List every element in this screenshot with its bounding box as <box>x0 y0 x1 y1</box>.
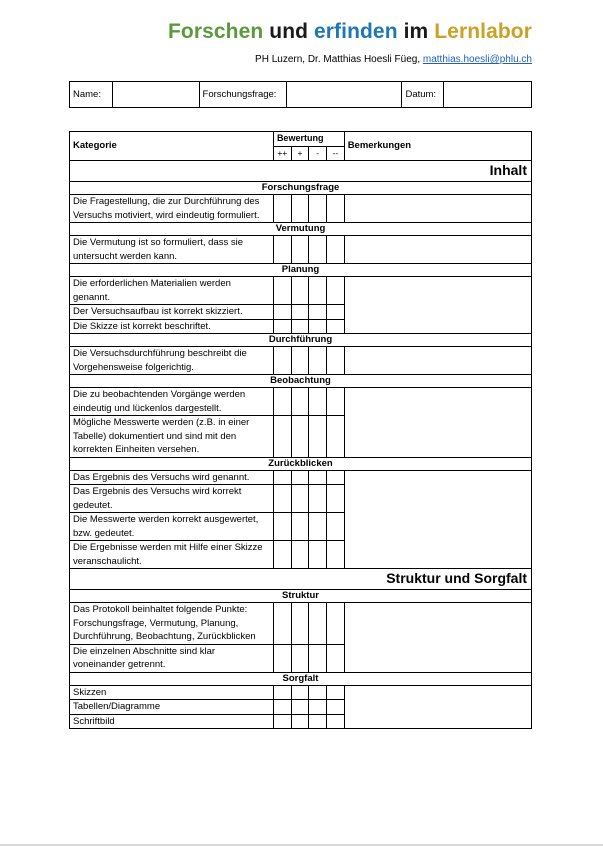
rating-cell[interactable] <box>291 236 309 264</box>
evaluation-table <box>69 131 532 729</box>
category-header: Kategorie <box>70 132 274 161</box>
rating-cell[interactable] <box>273 236 291 264</box>
rating-cell[interactable] <box>327 541 345 569</box>
rating-cell[interactable] <box>309 644 327 672</box>
criterion-text: Das Ergebnis des Versuchs wird korrekt gedeutet. <box>70 485 274 513</box>
remarks-cell[interactable] <box>344 470 531 569</box>
rating-cell[interactable] <box>327 347 345 375</box>
info-table <box>69 81 532 108</box>
criterion-text: Die erforderlichen Materialien werden genannt. <box>70 277 274 305</box>
group-title: Forschungsfrage <box>70 182 532 195</box>
criterion-row <box>70 470 532 485</box>
author-text: PH Luzern, Dr. Matthias Hoesli Füeg, <box>255 54 421 65</box>
rating-symbol: ++ <box>273 146 291 161</box>
rating-cell[interactable] <box>273 685 291 700</box>
criterion-text: Die zu beobachtenden Vorgänge werden eindeutig und lückenlos dargestellt. <box>70 388 274 416</box>
rating-cell[interactable] <box>309 485 327 513</box>
rating-cell[interactable] <box>273 603 291 645</box>
date-field[interactable] <box>444 82 532 108</box>
rating-cell[interactable] <box>327 388 345 416</box>
rating-cell[interactable] <box>309 541 327 569</box>
rating-cell[interactable] <box>327 485 345 513</box>
rating-cell[interactable] <box>291 416 309 458</box>
group-title: Planung <box>70 264 532 277</box>
remarks-cell[interactable] <box>344 236 531 264</box>
rating-cell[interactable] <box>273 277 291 305</box>
group-title: Durchführung <box>70 334 532 347</box>
rating-cell[interactable] <box>327 416 345 458</box>
rating-cell[interactable] <box>309 319 327 334</box>
rating-cell[interactable] <box>309 714 327 729</box>
rating-cell[interactable] <box>309 513 327 541</box>
rating-cell[interactable] <box>327 644 345 672</box>
title-word: Lernlabor <box>434 20 532 43</box>
criterion-text: Skizzen <box>70 685 274 700</box>
rating-cell[interactable] <box>273 470 291 485</box>
rating-cell[interactable] <box>291 277 309 305</box>
criterion-text: Die Skizze ist korrekt beschriftet. <box>70 319 274 334</box>
group-title: Zurückblicken <box>70 457 532 470</box>
rating-cell[interactable] <box>309 305 327 320</box>
rating-symbol: -- <box>327 146 345 161</box>
criterion-text: Mögliche Messwerte werden (z.B. in einer Tabelle) dokumentiert und sind mit den korrekten Einheiten versehen. <box>70 416 274 458</box>
rating-cell[interactable] <box>291 700 309 715</box>
rating-cell[interactable] <box>273 700 291 715</box>
criterion-text: Der Versuchsaufbau ist korrekt skizziert. <box>70 305 274 320</box>
rating-cell[interactable] <box>291 195 309 223</box>
question-field[interactable] <box>287 82 402 108</box>
remarks-header: Bemerkungen <box>344 132 531 161</box>
group-title: Struktur <box>70 590 532 603</box>
rating-cell[interactable] <box>309 416 327 458</box>
criterion-row <box>70 603 532 645</box>
rating-cell[interactable] <box>273 195 291 223</box>
rating-symbol: - <box>309 146 327 161</box>
rating-cell[interactable] <box>273 319 291 334</box>
title-word: im <box>403 20 429 43</box>
rating-cell[interactable] <box>309 700 327 715</box>
group-title: Sorgfalt <box>70 672 532 685</box>
criterion-row <box>70 388 532 416</box>
remarks-cell[interactable] <box>344 277 531 334</box>
criterion-row <box>70 236 532 264</box>
rating-cell[interactable] <box>291 485 309 513</box>
section-title: Inhalt <box>70 161 532 182</box>
rating-cell[interactable] <box>291 513 309 541</box>
rating-cell[interactable] <box>291 347 309 375</box>
remarks-cell[interactable] <box>344 603 531 673</box>
criterion-row <box>70 277 532 305</box>
rating-cell[interactable] <box>309 277 327 305</box>
rating-cell[interactable] <box>309 195 327 223</box>
author-line <box>255 54 532 65</box>
criterion-text: Die Ergebnisse werden mit Hilfe einer Skizze veranschaulicht. <box>70 541 274 569</box>
rating-cell[interactable] <box>327 513 345 541</box>
rating-cell[interactable] <box>291 644 309 672</box>
rating-cell[interactable] <box>327 714 345 729</box>
rating-cell[interactable] <box>273 644 291 672</box>
rating-cell[interactable] <box>291 319 309 334</box>
rating-header: Bewertung <box>273 132 344 147</box>
rating-cell[interactable] <box>309 603 327 645</box>
email-link[interactable]: matthias.hoesli@phlu.ch <box>422 54 532 65</box>
title-word: erfinden <box>314 20 398 43</box>
rating-cell[interactable] <box>327 236 345 264</box>
criterion-text: Das Protokoll beinhaltet folgende Punkte: Forschungsfrage, Vermutung, Planung, Durchführung, Beobachtung, Zurückblicken <box>70 603 274 645</box>
criterion-row <box>70 347 532 375</box>
remarks-cell[interactable] <box>344 347 531 375</box>
rating-cell[interactable] <box>273 714 291 729</box>
criterion-text: Schriftbild <box>70 714 274 729</box>
rating-cell[interactable] <box>327 319 345 334</box>
rating-cell[interactable] <box>309 388 327 416</box>
rating-cell[interactable] <box>327 685 345 700</box>
page-title <box>168 20 532 44</box>
criterion-text: Die Messwerte werden korrekt ausgewertet, bzw. gedeutet. <box>70 513 274 541</box>
criterion-row <box>70 195 532 223</box>
rating-cell[interactable] <box>291 714 309 729</box>
title-word: und <box>269 20 309 43</box>
criterion-row <box>70 685 532 700</box>
group-title: Vermutung <box>70 223 532 236</box>
remarks-cell[interactable] <box>344 195 531 223</box>
rating-cell[interactable] <box>291 603 309 645</box>
rating-cell[interactable] <box>327 700 345 715</box>
criterion-text: Die Vermutung ist so formuliert, dass sie untersucht werden kann. <box>70 236 274 264</box>
question-label: Forschungsfrage: <box>199 82 287 108</box>
rating-cell[interactable] <box>327 305 345 320</box>
remarks-cell[interactable] <box>344 388 531 458</box>
rating-cell[interactable] <box>273 541 291 569</box>
rating-cell[interactable] <box>309 685 327 700</box>
criterion-text: Die einzelnen Abschnitte sind klar voneinander getrennt. <box>70 644 274 672</box>
rating-cell[interactable] <box>291 388 309 416</box>
rating-cell[interactable] <box>291 541 309 569</box>
criterion-text: Das Ergebnis des Versuchs wird genannt. <box>70 470 274 485</box>
name-field[interactable] <box>112 82 199 108</box>
rating-cell[interactable] <box>291 685 309 700</box>
rating-cell[interactable] <box>327 603 345 645</box>
criterion-text: Die Versuchsdurchführung beschreibt die Vorgehensweise folgerichtig. <box>70 347 274 375</box>
rating-cell[interactable] <box>291 470 309 485</box>
rating-cell[interactable] <box>327 470 345 485</box>
title-word: Forschen <box>168 20 264 43</box>
rating-cell[interactable] <box>273 485 291 513</box>
rating-cell[interactable] <box>273 388 291 416</box>
name-label: Name: <box>70 82 113 108</box>
date-label: Datum: <box>402 82 444 108</box>
rating-cell[interactable] <box>273 305 291 320</box>
rating-cell[interactable] <box>273 513 291 541</box>
rating-cell[interactable] <box>309 347 327 375</box>
rating-cell[interactable] <box>291 305 309 320</box>
rating-symbol: + <box>291 146 309 161</box>
rating-cell[interactable] <box>273 347 291 375</box>
rating-cell[interactable] <box>309 236 327 264</box>
rating-cell[interactable] <box>327 277 345 305</box>
criterion-text: Die Fragestellung, die zur Durchführung des Versuchs motiviert, wird eindeutig formuliert. <box>70 195 274 223</box>
remarks-cell[interactable] <box>344 685 531 729</box>
section-title: Struktur und Sorgfalt <box>70 569 532 590</box>
rating-cell[interactable] <box>273 416 291 458</box>
rating-cell[interactable] <box>309 470 327 485</box>
criterion-text: Tabellen/Diagramme <box>70 700 274 715</box>
rating-cell[interactable] <box>327 195 345 223</box>
group-title: Beobachtung <box>70 375 532 388</box>
